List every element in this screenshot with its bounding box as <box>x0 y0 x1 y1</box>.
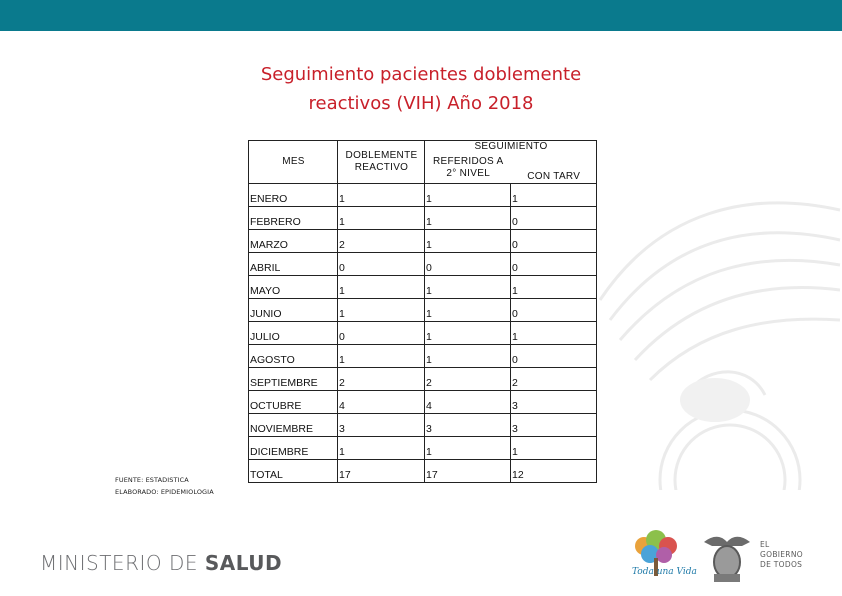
cell-tarv: 1 <box>511 276 597 299</box>
footnote-elaborado: ELABORADO: EPIDEMIOLOGIA <box>115 488 214 496</box>
table-row <box>249 414 597 437</box>
cell-doblemente: 4 <box>338 391 425 414</box>
title-line-2: reactivos (VIH) Año 2018 <box>308 93 534 114</box>
page-title <box>200 60 642 118</box>
cell-mes: SEPTIEMBRE <box>249 368 338 391</box>
table-row <box>249 230 597 253</box>
cell-mes: ENERO <box>249 184 338 207</box>
header-mes: MES <box>249 141 338 184</box>
cell-mes: NOVIEMBRE <box>249 414 338 437</box>
table-row-total <box>249 460 597 483</box>
patients-table <box>248 140 597 483</box>
cell-tarv: 3 <box>511 414 597 437</box>
cell-tarv: 0 <box>511 230 597 253</box>
cell-referidos: 1 <box>425 345 511 368</box>
cell-mes: OCTUBRE <box>249 391 338 414</box>
cell-mes: DICIEMBRE <box>249 437 338 460</box>
ministry-logo-text: MINISTERIO DE SALUD <box>40 551 283 575</box>
header-seguimiento: SEGUIMIENTO <box>425 141 597 154</box>
cell-mes: MARZO <box>249 230 338 253</box>
cell-tarv: 1 <box>511 437 597 460</box>
top-banner <box>0 0 842 31</box>
cell-mes: FEBRERO <box>249 207 338 230</box>
cell-doblemente: 1 <box>338 184 425 207</box>
cell-referidos: 1 <box>425 437 511 460</box>
cell-referidos: 1 <box>425 184 511 207</box>
footnote <box>115 474 214 498</box>
cell-tarv: 0 <box>511 299 597 322</box>
cell-tarv: 2 <box>511 368 597 391</box>
table-row <box>249 207 597 230</box>
cell-tarv: 3 <box>511 391 597 414</box>
table-row <box>249 391 597 414</box>
cell-doblemente: 1 <box>338 345 425 368</box>
title-line-1: Seguimiento pacientes doblemente <box>260 64 582 85</box>
cell-tarv: 1 <box>511 322 597 345</box>
table-row <box>249 276 597 299</box>
table-row <box>249 368 597 391</box>
footnote-fuente: FUENTE: ESTADISTICA <box>115 476 189 484</box>
table-row <box>249 322 597 345</box>
cell-doblemente: 2 <box>338 230 425 253</box>
cell-mes: TOTAL <box>249 460 338 483</box>
cell-referidos: 1 <box>425 322 511 345</box>
table-row <box>249 184 597 207</box>
table-row <box>249 253 597 276</box>
cell-doblemente: 1 <box>338 299 425 322</box>
cell-referidos: 1 <box>425 299 511 322</box>
header-doblemente-reactivo: DOBLEMENTE REACTIVO <box>338 141 425 184</box>
table-row <box>249 299 597 322</box>
cell-doblemente: 0 <box>338 253 425 276</box>
cell-mes: JULIO <box>249 322 338 345</box>
cell-mes: JUNIO <box>249 299 338 322</box>
cell-tarv: 1 <box>511 184 597 207</box>
cell-doblemente: 0 <box>338 322 425 345</box>
table-row <box>249 437 597 460</box>
cell-referidos: 1 <box>425 207 511 230</box>
cell-referidos: 17 <box>425 460 511 483</box>
table-row <box>249 345 597 368</box>
cell-doblemente: 3 <box>338 414 425 437</box>
cell-tarv: 12 <box>511 460 597 483</box>
cell-doblemente: 1 <box>338 437 425 460</box>
tree-logo-icon <box>624 528 686 588</box>
header-referidos: REFERIDOS A 2° NIVEL <box>425 154 511 184</box>
cell-doblemente: 1 <box>338 207 425 230</box>
cell-tarv: 0 <box>511 207 597 230</box>
ecuador-coat-of-arms-icon <box>702 530 752 586</box>
cell-referidos: 2 <box>425 368 511 391</box>
cell-tarv: 0 <box>511 253 597 276</box>
cell-tarv: 0 <box>511 345 597 368</box>
cell-referidos: 0 <box>425 253 511 276</box>
cell-referidos: 3 <box>425 414 511 437</box>
cell-mes: ABRIL <box>249 253 338 276</box>
cell-doblemente: 17 <box>338 460 425 483</box>
cell-referidos: 1 <box>425 276 511 299</box>
cell-doblemente: 2 <box>338 368 425 391</box>
cell-mes: MAYO <box>249 276 338 299</box>
cell-doblemente: 1 <box>338 276 425 299</box>
header-con-tarv: CON TARV <box>511 154 597 184</box>
cell-mes: AGOSTO <box>249 345 338 368</box>
cell-referidos: 4 <box>425 391 511 414</box>
toda-una-vida-logo-text: Toda una Vida <box>632 567 697 577</box>
cell-referidos: 1 <box>425 230 511 253</box>
gobierno-de-todos-logo: EL GOBIERNO DE TODOS <box>760 540 803 569</box>
